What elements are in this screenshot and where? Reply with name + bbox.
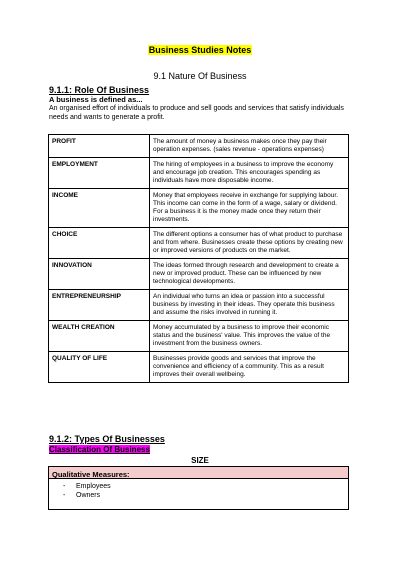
list-item-text: Owners [76,492,101,499]
table-row [49,259,349,290]
terms-table [48,134,349,383]
classification-heading: Classification Of Business [49,445,150,454]
bullet-dash: - [63,492,66,499]
qualitative-measures-header: Qualitative Measures: [49,467,348,479]
term-cell: EMPLOYMENT [49,158,150,189]
table-row [49,321,349,352]
term-cell: ENTREPRENEURSHIP [49,290,150,321]
term-cell: PROFIT [49,135,150,158]
definition-cell: The different options a consumer has of what product to purchase and from where. Businesses create these options by creating new or improved versions of products on the market. [150,228,349,259]
definition-cell: Money accumulated by a business to improve their economic status and the business' value. This improves the value of the investment from the business owners. [150,321,349,352]
definition-cell: Money that employees receive in exchange for supplying labour. This income can come in the form of a wage, salary or dividend. For a business it is the money made once they return their investments. [150,189,349,228]
list-item-text: Employees [76,483,111,490]
table-row [49,228,349,259]
definition-cell: The ideas formed through research and development to create a new or improved product. These can be influenced by new technological developments. [150,259,349,290]
role-of-business-heading: 9.1.1: Role Of Business [49,85,150,95]
table-row [49,189,349,228]
list-item [49,482,348,491]
term-cell: INNOVATION [49,259,150,290]
size-label: SIZE [191,456,209,465]
types-of-businesses-heading: 9.1.2: Types Of Businesses [49,434,165,444]
table-row [49,352,349,383]
list-item [49,491,348,500]
table-row [49,290,349,321]
table-row [49,135,349,158]
qualitative-measures-list [49,482,348,500]
term-cell: WEALTH CREATION [49,321,150,352]
definition-label: A business is defined as... [49,95,143,104]
definition-cell: An individual who turns an idea or passion into a successful business by investing in their ideas. They operate this business and assume the risks involved in running it. [150,290,349,321]
term-cell: QUALITY OF LIFE [49,352,150,383]
definition-cell: The amount of money a business makes once they pay their operation expenses. (sales revenue - operations expenses) [150,135,349,158]
definition-cell: The hiring of employees in a business to improve the economy and encourage job creation. This encourages spending as individuals have more disposable income. [150,158,349,189]
document-title: Business Studies Notes [148,45,252,55]
definition-cell: Businesses provide goods and services that improve the convenience and efficiency of a community. This as a result improves their overall wellbeing. [150,352,349,383]
term-cell: CHOICE [49,228,150,259]
term-cell: INCOME [49,189,150,228]
definition-text: An organised effort of individuals to produce and sell goods and services that satisfy individuals needs and wants to generate a profit. [49,105,344,121]
table-row [49,158,349,189]
qualitative-measures-box [48,466,349,510]
section-title: 9.1 Nature Of Business [153,71,247,81]
bullet-dash: - [63,483,66,490]
